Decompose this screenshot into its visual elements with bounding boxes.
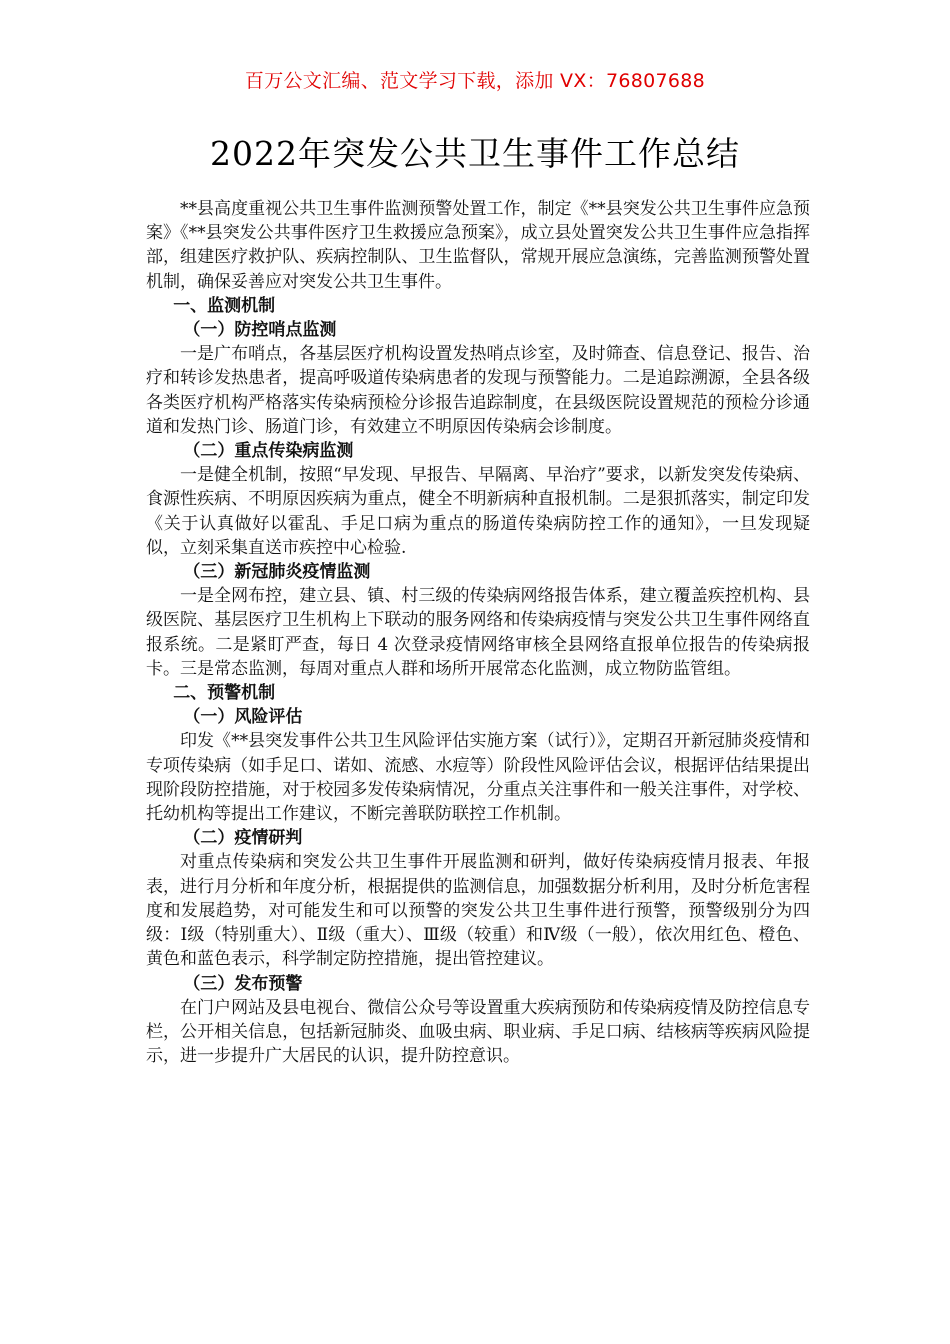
section-2-1-text: 印发《**县突发事件公共卫生风险评估实施方案（试行）》，定期召开新冠肺炎疫情和专项传染病（如手足口、诺如、流感、水痘等）阶段性风险评估会议，根据评估结果提出现阶段防控措施，对于校园多发传染病情况，分重点关注事件和一般关注事件，对学校、托幼机构等提出工作建议，不断完善联防联控工作机制。 [146, 731, 810, 825]
section-1-3-text: 一是全网布控，建立县、镇、村三级的传染病网络报告体系，建立覆盖疾控机构、县级医院、基层医疗卫生机构上下联动的服务网络和传染病疫情与突发公共卫生事件网络直报系统。二是紧盯严查，每日 4 次登录疫情网络审核全县网络直报单位报告的传染病报卡。三是常态监测，每周对重点人群和场所开展常态化监测，成立物防监管组。 [146, 586, 810, 679]
section-2-3-heading: （三）发布预警 [183, 973, 303, 994]
section-2-2-text: 对重点传染病和突发公共卫生事件开展监测和研判，做好传染病疫情月报表、年报表，进行月分析和年度分析，根据提供的监测信息，加强数据分析利用，及时分析危害程度和发展趋势，对可能发生和可以预警的突发公共卫生事件进行预警，预警级别分为四级：Ⅰ级（特别重大）、Ⅱ级（重大）、Ⅲ级（较重）和Ⅳ级（一般），依次用红色、橙色、黄色和蓝色表示，科学制定防控措施，提出管控建议。 [146, 852, 810, 970]
section-2-3-text: 在门户网站及县电视台、微信公众号等设置重大疾病预防和传染病疫情及防控信息专栏，公开相关信息，包括新冠肺炎、血吸虫病、职业病、手足口病、结核病等疾病风险提示，进一步提升广大居民的认识，提升防控意识。 [146, 997, 810, 1067]
section-1-1-text: 一是广布哨点，各基层医疗机构设置发热哨点诊室，及时筛查、信息登记、报告、治疗和转诊发热患者，提高呼吸道传染病患者的发现与预警能力。二是追踪溯源，全县各级各类医疗机构严格落实传染病预检分诊报告追踪制度，在县级医院设置规范的预检分诊通道和发热门诊、肠道门诊，有效建立不明原因传染病会诊制度。 [146, 344, 810, 437]
section-1-heading: 一、监测机制 [173, 295, 276, 316]
section-2-2-heading: （二）疫情研判 [183, 828, 303, 849]
section-1-2-text: 一是健全机制，按照“早发现、早报告、早隔离、早治疗”要求，以新发突发传染病、食源性疾病、不明原因疾病为重点，健全不明新病种直报机制。二是狠抓落实，制定印发《关于认真做好以霍乱、手足口病为重点的肠道传染病防控工作的通知》，一旦发现疑似，立刻采集直送市疾控中心检验. [146, 465, 810, 558]
section-1-2-heading: （二）重点传染病监测 [183, 441, 354, 462]
document-title: 2022年突发公共卫生事件工作总结 [210, 134, 740, 173]
section-1-1-heading: （一）防控哨点监测 [183, 320, 337, 341]
section-1-3-heading: （三）新冠肺炎疫情监测 [183, 562, 371, 583]
header-notice: 百万公文汇编、范文学习下载，添加 VX：76807688 [244, 70, 706, 92]
document-body [146, 197, 810, 1068]
section-2-heading: 二、预警机制 [173, 683, 276, 704]
section-2-1-heading: （一）风险评估 [183, 707, 303, 728]
intro-paragraph: **县高度重视公共卫生事件监测预警处置工作，制定《**县突发公共卫生事件应急预案》《**县突发公共事件医疗卫生救援应急预案》，成立县处置突发公共卫生事件应急指挥部，组建医疗救护队、疾病控制队、卫生监督队，常规开展应急演练，完善监测预警处置机制，确保妥善应对突发公共卫生事件。 [146, 199, 810, 292]
